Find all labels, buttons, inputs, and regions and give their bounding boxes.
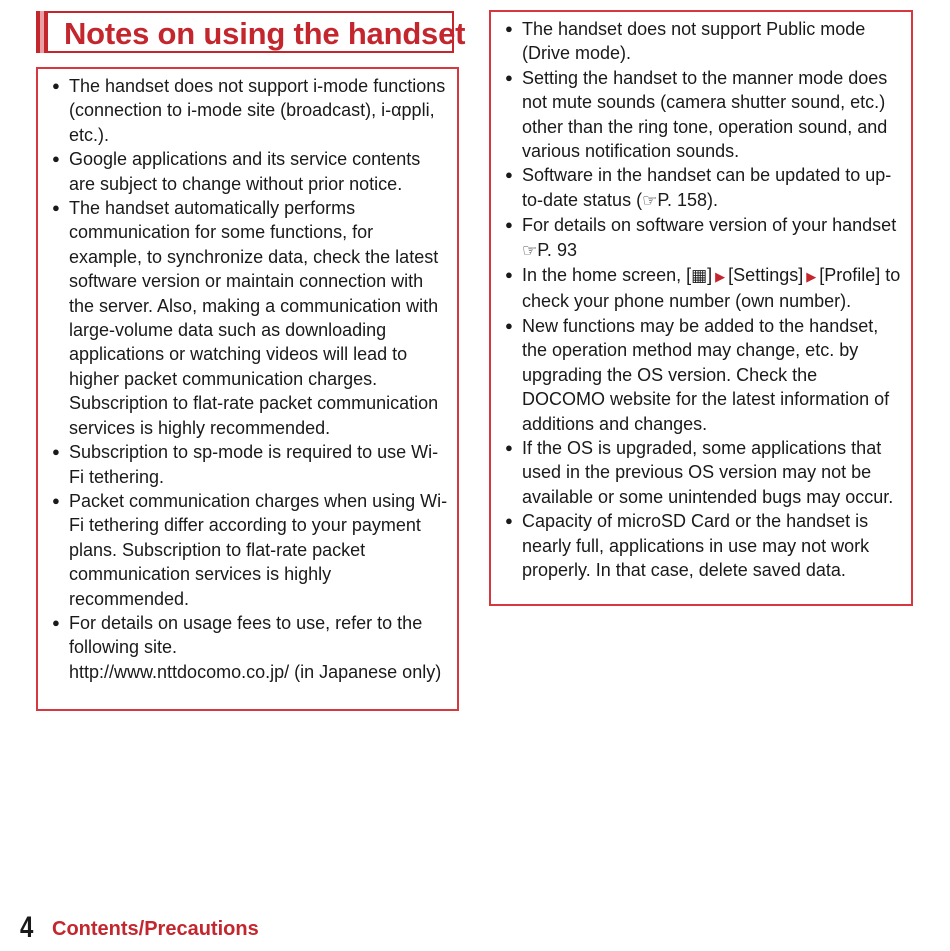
bullet-icon: ● xyxy=(52,78,60,93)
note-text: Google applications and its service contents are subject to change without prior notice. xyxy=(69,149,421,194)
bullet-icon: ● xyxy=(505,317,513,333)
note-text: The handset does not support Public mode (Drive mode). xyxy=(522,19,866,64)
footer-section-title: Contents/Precautions xyxy=(52,918,259,940)
page-reference-icon: ☞ xyxy=(522,240,538,261)
home-screen-item xyxy=(505,263,905,314)
note-text: Capacity of microSD Card or the handset is nearly full, applications in use may not work properly. In that case, delete saved data. xyxy=(522,511,870,580)
note-text: ] xyxy=(707,265,713,286)
bullet-icon: ● xyxy=(52,200,60,216)
note-text: to check your phone number (own number). xyxy=(522,265,901,312)
software-update-item xyxy=(505,163,905,213)
list-item xyxy=(52,440,451,489)
bullet-icon: ● xyxy=(505,167,513,183)
bullet-icon: ● xyxy=(52,444,60,460)
list-item xyxy=(52,147,451,196)
usage-fees-text: For details on usage fees to use, refer to the following site. xyxy=(69,612,423,658)
list-item xyxy=(52,196,451,440)
bullet-icon: ● xyxy=(52,151,60,167)
right-notes-list xyxy=(491,12,911,582)
step-arrow-icon: ▶ xyxy=(715,269,726,285)
left-notes-panel xyxy=(36,67,459,711)
note-text: Subscription to sp-mode is required to use Wi-Fi tethering. xyxy=(69,442,439,487)
profile-step: [Profile] xyxy=(819,265,881,286)
note-text: The handset automatically performs communication for some functions, for example, to synchronize data, check the latest software version or maintain connection with the server. Also, making a communication with large-volume data such as downloading applications or watching videos will lead to higher packet communication charges. Subscription to flat-rate packet communication services is highly recommended. xyxy=(69,198,439,438)
page-title: Notes on using the handset xyxy=(64,16,466,51)
note-text: New functions may be added to the handset, the operation method may change, etc. by upgrading the OS version. Check the DOCOMO website for the latest information of additions and changes. xyxy=(522,315,890,434)
usage-fees-item xyxy=(52,611,451,684)
list-item xyxy=(505,509,905,582)
url-suffix: (in Japanese only) xyxy=(289,661,442,682)
page-reference-icon: ☞ xyxy=(642,190,658,211)
bullet-icon: ● xyxy=(505,21,513,36)
list-item xyxy=(505,314,905,436)
bullet-icon: ● xyxy=(52,492,60,508)
note-text: ). xyxy=(707,189,719,210)
left-notes-list xyxy=(38,69,457,684)
right-notes-panel xyxy=(489,10,913,606)
note-text: In the home screen, [ xyxy=(522,265,692,286)
note-text: Packet communication charges when using Wi-Fi tethering differ according to your payment plans. Subscription to flat-rate packet communication services is highly recommended. xyxy=(69,490,448,609)
settings-step: [Settings] xyxy=(728,265,804,286)
note-text: Software in the handset can be updated to up-to-date status ( xyxy=(522,165,892,210)
page-number: 4 xyxy=(20,911,34,944)
docomo-url-link[interactable]: http://www.nttdocomo.co.jp/ xyxy=(69,661,290,682)
list-item xyxy=(505,17,905,66)
section-title-box xyxy=(36,11,466,53)
bullet-icon: ● xyxy=(505,513,513,529)
software-version-item xyxy=(505,213,905,263)
note-text: If the OS is upgraded, some applications that used in the previous OS version may not be available or some unintended bugs may occur. xyxy=(522,437,894,507)
bullet-icon: ● xyxy=(505,267,513,283)
note-text: Setting the handset to the manner mode does not mute sounds (camera shutter sound, etc.) other than the ring tone, operation sound, and various notification sounds. xyxy=(522,67,888,162)
note-text: The handset does not support i-mode functions (connection to i-mode site (broadcast), i-αppli, etc.). xyxy=(69,76,446,145)
step-arrow-icon: ▶ xyxy=(806,269,817,285)
page-reference[interactable]: P. 158 xyxy=(657,189,708,210)
apps-grid-icon: ▦ xyxy=(691,266,708,287)
list-item xyxy=(52,74,451,147)
bullet-icon: ● xyxy=(52,614,60,630)
note-text: For details on software version of your handset xyxy=(522,215,897,236)
bullet-icon: ● xyxy=(505,217,513,233)
page-reference[interactable]: P. 93 xyxy=(537,239,577,260)
bullet-icon: ● xyxy=(505,69,513,85)
list-item xyxy=(52,489,451,611)
list-item xyxy=(505,436,905,509)
list-item xyxy=(505,66,905,164)
bullet-icon: ● xyxy=(505,439,513,455)
